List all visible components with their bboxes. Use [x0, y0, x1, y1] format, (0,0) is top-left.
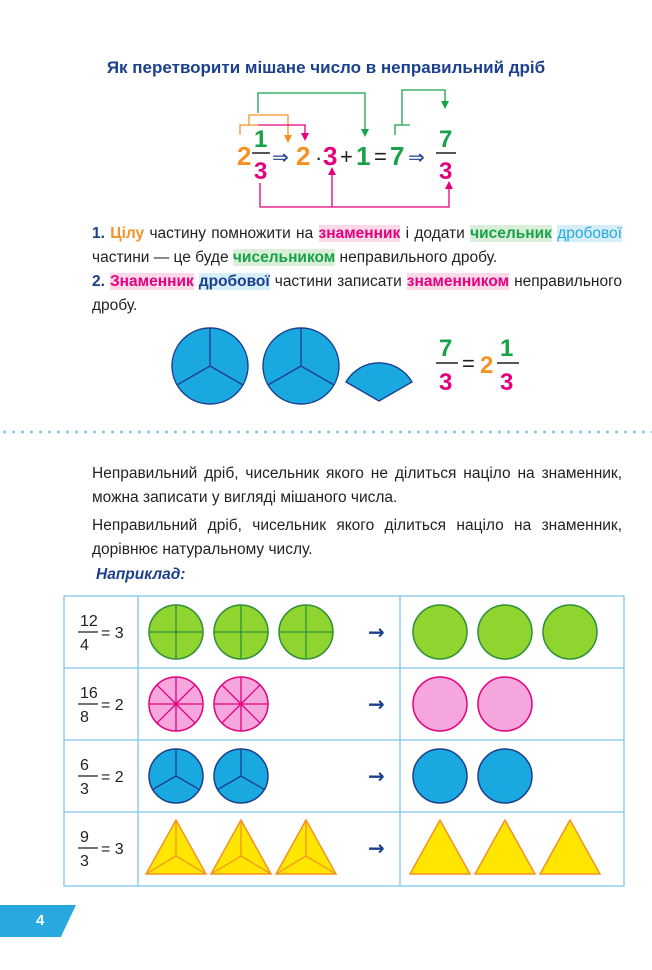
formula-result-numerator: 7: [439, 126, 453, 153]
pink-connector-bottom: [260, 183, 449, 207]
rules-block: [92, 222, 622, 318]
whole-shape: [478, 677, 532, 731]
illus-fnum: 1: [500, 335, 514, 362]
whole-shape: [410, 820, 470, 874]
divided-shape: [279, 605, 333, 659]
divided-shape: [149, 749, 203, 803]
divided-shape: [149, 605, 203, 659]
divided-shape: [149, 677, 203, 731]
formula-factor: 3: [323, 141, 338, 171]
divided-shape: [276, 820, 336, 874]
formula-arrow2: ⇒: [408, 147, 425, 169]
dotted-divider: [0, 430, 652, 434]
divided-shape: [146, 820, 206, 874]
example-row: [78, 605, 597, 659]
rule-1-fractional-word: дробової: [557, 225, 622, 242]
formula-equals: =: [374, 144, 387, 169]
example-arrow: →: [368, 620, 385, 644]
whole-shape: [540, 820, 600, 874]
example-denominator: 3: [80, 781, 89, 798]
example-numerator: 9: [80, 829, 89, 846]
example-result: = 2: [101, 697, 124, 714]
green-connector-2: [395, 90, 445, 135]
illus-whole: 2: [480, 352, 494, 379]
mixed-to-improper-formula: [220, 85, 480, 215]
page-number: 4: [36, 912, 45, 929]
example-row: [78, 677, 532, 731]
example-arrow: →: [368, 764, 385, 788]
example-label: Наприклад:: [96, 566, 186, 583]
example-result: = 3: [101, 841, 124, 858]
example-denominator: 8: [80, 709, 89, 726]
rule-2-space: [194, 273, 199, 290]
rule-2-fractional-word: дробової: [198, 273, 270, 290]
rule-1-text-c: частини — це буде: [92, 249, 233, 266]
example-arrow: →: [368, 836, 385, 860]
rule-1-text-a: частину помножити на: [144, 225, 319, 242]
rule-2-denominator-word-2: знаменником: [406, 273, 510, 290]
third-sector: [346, 363, 412, 401]
formula-numerator: 1: [254, 126, 268, 153]
rule-2-text-a: частини записати: [269, 273, 407, 290]
formula-denominator: 3: [254, 158, 268, 185]
whole-shape: [478, 605, 532, 659]
rule-1: [92, 222, 622, 270]
divided-shape: [214, 677, 268, 731]
example-result: = 3: [101, 625, 124, 642]
formula-multiplier: 2: [296, 141, 311, 171]
paragraph-1: Неправильний дріб, чисельник якого не ділиться націло на знаменник, можна записати у вигляді мішаного числа.: [92, 465, 622, 506]
divided-shape: [214, 605, 268, 659]
whole-shape: [543, 605, 597, 659]
rule-1-numerator-word-2: чисельником: [232, 249, 336, 266]
formula-result-denominator: 3: [439, 158, 453, 185]
rule-2-text-b: неправильного дробу.: [92, 273, 623, 314]
formula-whole: 2: [237, 141, 252, 171]
illus-num: 7: [439, 335, 453, 362]
examples-table: [0, 590, 652, 890]
formula-arrow: ⇒: [272, 147, 289, 169]
formula-dot: ·: [315, 145, 323, 170]
formula-result: 7: [390, 141, 405, 171]
mixed-number-illustration: [170, 326, 530, 416]
rule-1-text-d: неправильного дробу.: [335, 249, 498, 266]
rule-1-denominator-word: знаменник: [318, 225, 401, 242]
formula-plus: +: [340, 144, 353, 169]
whole-shape: [475, 820, 535, 874]
divided-shape: [214, 749, 268, 803]
example-numerator: 16: [80, 685, 98, 702]
rule-2-number: 2.: [92, 273, 105, 290]
rule-1-whole-word: Цілу: [110, 225, 145, 242]
whole-shape: [413, 749, 467, 803]
example-denominator: 3: [80, 853, 89, 870]
example-numerator: 6: [80, 757, 89, 774]
example-result: = 2: [101, 769, 124, 786]
divided-shape: [211, 820, 271, 874]
page-title: Як перетворити мішане число в неправильний дріб: [106, 58, 546, 77]
rule-2: [92, 270, 622, 318]
example-arrow: →: [368, 692, 385, 716]
whole-shape: [413, 677, 467, 731]
example-row: [78, 820, 600, 874]
formula-addend: 1: [356, 141, 371, 171]
illus-fden: 3: [500, 369, 514, 396]
paragraph-2: Неправильний дріб, чисельник якого ділиться націло на знаменник, дорівнює натуральному числу.: [92, 517, 622, 558]
rule-2-denominator-word: Знаменник: [109, 273, 194, 290]
whole-shape: [413, 605, 467, 659]
illus-equals: =: [462, 351, 475, 376]
explanation-block: [92, 462, 622, 566]
illus-den: 3: [439, 369, 453, 396]
example-row: [78, 749, 532, 803]
rule-1-text-b: і додати: [400, 225, 471, 242]
whole-circle-2: [263, 328, 339, 404]
example-numerator: 12: [80, 613, 98, 630]
rule-1-numerator-word: чисельник: [470, 225, 552, 242]
rule-1-number: 1.: [92, 225, 105, 242]
example-denominator: 4: [80, 637, 89, 654]
whole-shape: [478, 749, 532, 803]
whole-circle-1: [172, 328, 248, 404]
